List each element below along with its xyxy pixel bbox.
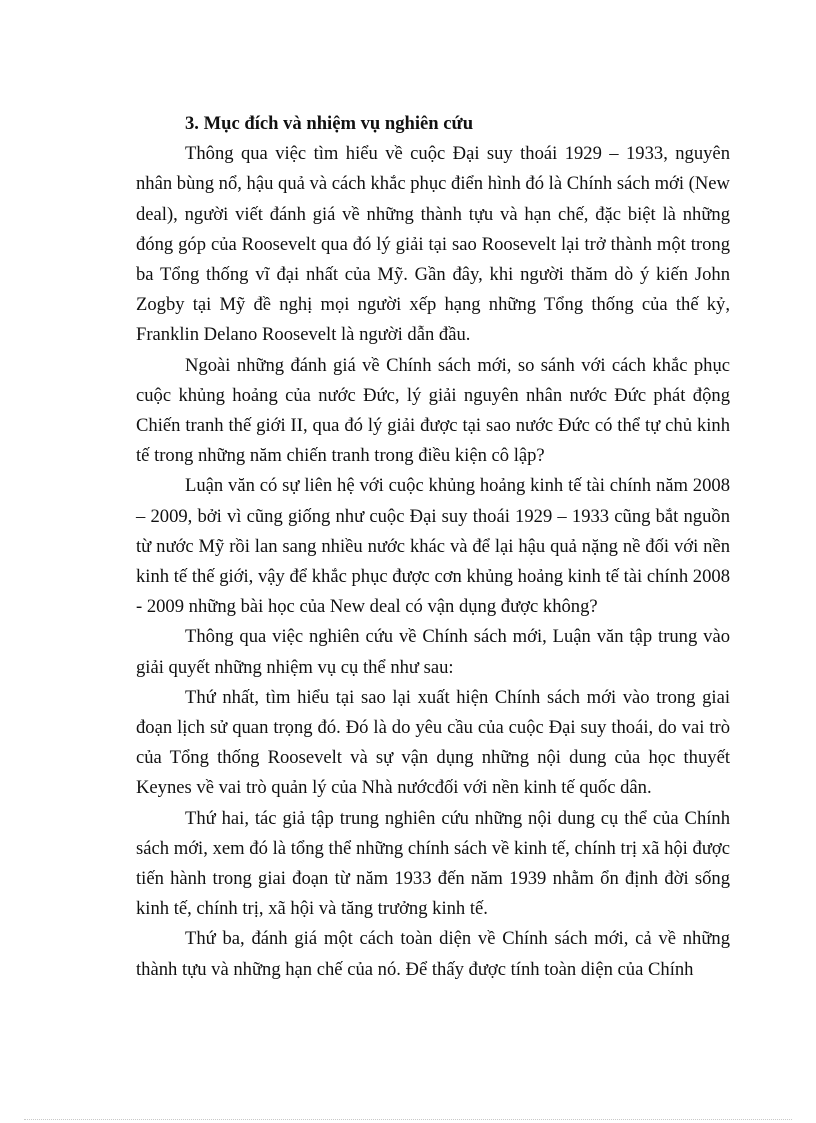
document-body (136, 109, 730, 985)
paragraph-3: Luận văn có sự liên hệ với cuộc khủng hoảng kinh tế tài chính năm 2008 – 2009, bởi vì cũng giống như cuộc Đại suy thoái 1929 – 1933 cũng bắt nguồn từ nước Mỹ rồi lan sang nhiều nước khác và để lại hậu quả nặng nề đối với nền kinh tế thế giới, vậy để khắc phục được cơn khủng hoảng kinh tế tài chính 2008 - 2009 những bài học của New deal có vận dụng được không? (136, 475, 730, 618)
paragraph-5: Thứ nhất, tìm hiểu tại sao lại xuất hiện Chính sách mới vào trong giai đoạn lịch sử quan trọng đó. Đó là do yêu cầu của cuộc Đại suy thoái, do vai trò của Tổng thống Roosevelt và sự vận dụng những nội dung của học thuyết Keynes về vai trò quản lý của Nhà nướcđối với nền kinh tế quốc dân. (136, 686, 730, 799)
section-heading: 3. Mục đích và nhiệm vụ nghiên cứu (185, 113, 474, 134)
paragraph-7: Thứ ba, đánh giá một cách toàn diện về Chính sách mới, cả về những thành tựu và những hạn chế của nó. Để thấy được tính toàn diện của Chính (136, 928, 730, 980)
paragraph-1: Thông qua việc tìm hiểu về cuộc Đại suy thoái 1929 – 1933, nguyên nhân bùng nổ, hậu quả và cách khắc phục điển hình đó là Chính sách mới (New deal), người viết đánh giá về những thành tựu và hạn chế, đặc biệt là những đóng góp của Roosevelt qua đó lý giải tại sao Roosevelt lại trở thành một trong ba Tổng thống vĩ đại nhất của Mỹ. Gần đây, khi người thăm dò ý kiến John Zogby tại Mỹ đề nghị mọi người xếp hạng những Tổng thống của thế kỷ, Franklin Delano Roosevelt là người dẫn đầu. (136, 143, 730, 346)
paragraph-2: Ngoài những đánh giá về Chính sách mới, so sánh với cách khắc phục cuộc khủng hoảng của nước Đức, lý giải nguyên nhân nước Đức phát động Chiến tranh thế giới II, qua đó lý giải được tại sao nước Đức có thể tự chủ kinh tế trong những năm chiến tranh trong điều kiện cô lập? (136, 354, 730, 467)
page-bottom-divider (24, 1119, 792, 1120)
paragraph-4: Thông qua việc nghiên cứu về Chính sách mới, Luận văn tập trung vào giải quyết những nhiệm vụ cụ thể như sau: (136, 626, 730, 678)
paragraph-6: Thứ hai, tác giả tập trung nghiên cứu những nội dung cụ thể của Chính sách mới, xem đó là tổng thể những chính sách về kinh tế, chính trị xã hội được tiến hành trong giai đoạn từ năm 1933 đến năm 1939 nhằm ổn định đời sống kinh tế, chính trị, xã hội và tăng trưởng kinh tế. (136, 807, 730, 920)
